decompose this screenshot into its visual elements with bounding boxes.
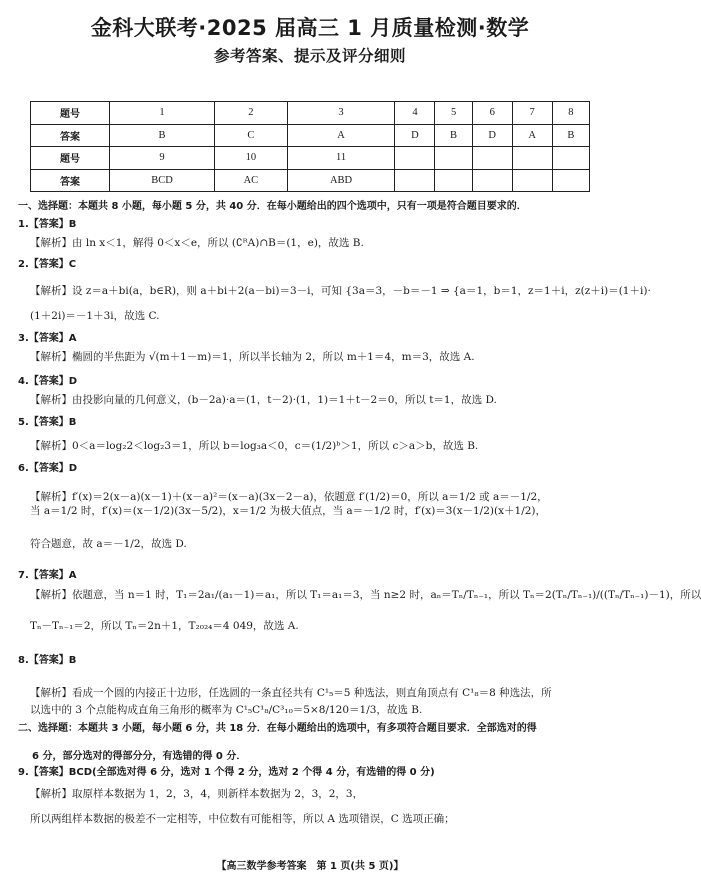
table-cell: 8 xyxy=(552,102,589,125)
answer-line: 7.【答案】A xyxy=(18,570,77,581)
row-label: 答案 xyxy=(31,124,110,147)
table-cell xyxy=(512,169,552,192)
table-cell xyxy=(552,147,589,170)
table-cell xyxy=(435,147,472,170)
answer-line: 4.【答案】D xyxy=(18,376,78,387)
explanation-line: 【解析】看成一个圆的内接正十边形，任选圆的一条直径共有 C¹₅＝5 种选法，则直角顶点有 C¹₈＝8 种选法，所 xyxy=(30,687,552,699)
explanation-line: 【解析】0＜a＝log₂2＜log₂3＝1，所以 b＝log₃a＜0，c＝(1/2)ᵇ＞1，所以 c＞a＞b，故选 B. xyxy=(30,440,479,452)
section-heading: 6 分，部分选对的得部分分，有选错的得 0 分． xyxy=(32,751,247,762)
table-cell: 7 xyxy=(512,102,552,125)
explanation-line: 【解析】依题意，当 n＝1 时，T₁＝2a₁/(a₁－1)＝a₁，所以 T₁＝a₁＝3，当 n≥2 时，aₙ＝Tₙ/Tₙ₋₁，所以 Tₙ＝2(Tₙ/Tₙ₋₁)/((Tₙ/Tₙ₋₁)－1)，所以 xyxy=(30,589,701,601)
explanation-line: 【解析】椭圆的半焦距为 √(m＋1－m)＝1，所以半长轴为 2，所以 m＋1＝4，m＝3，故选 A. xyxy=(30,351,475,363)
table-cell: B xyxy=(435,124,472,147)
table-cell xyxy=(552,169,589,192)
table-cell: ABD xyxy=(287,169,395,192)
answer-line: 2.【答案】C xyxy=(18,259,77,270)
table-row xyxy=(31,102,590,125)
row-label: 答案 xyxy=(31,169,110,192)
row-label: 题号 xyxy=(31,102,110,125)
table-cell: BCD xyxy=(110,169,215,192)
explanation-line: 以选中的 3 个点能构成直角三角形的概率为 C¹₅C¹₈/C³₁₀＝5×8/120＝1/3，故选 B. xyxy=(30,704,423,716)
section-heading: 二、选择题：本题共 3 小题，每小题 6 分，共 18 分．在每小题给出的选项中，有多项符合题目要求．全部选对的得 xyxy=(18,723,537,734)
table-cell: 1 xyxy=(110,102,215,125)
document-subtitle: 参考答案、提示及评分细则 xyxy=(213,47,406,65)
table-cell: 11 xyxy=(287,147,395,170)
explanation-line: 符合题意，故 a＝－1/2，故选 D. xyxy=(30,538,187,550)
table-cell xyxy=(435,169,472,192)
table-cell: 10 xyxy=(215,147,288,170)
table-cell: AC xyxy=(215,169,288,192)
explanation-line: 【解析】由 ln x＜1，解得 0＜x＜e，所以 (∁ᴿA)∩B＝(1，e)，故选 B. xyxy=(30,237,364,249)
table-cell: 2 xyxy=(215,102,288,125)
explanation-line: 所以两组样本数据的极差不一定相等，中位数有可能相等，所以 A 选项错误，C 选项正确； xyxy=(30,813,455,825)
explanation-line: 【解析】设 z＝a＋bi(a，b∈R)，则 a＋bi＋2(a－bi)＝3－i，可知 {3a＝3，－b＝－1 ⇒ {a＝1，b＝1，z＝1＋i，z(z＋i)＝(1＋i)· xyxy=(30,285,651,297)
answer-line: 5.【答案】B xyxy=(18,417,77,428)
table-cell xyxy=(395,147,435,170)
table-cell: 3 xyxy=(287,102,395,125)
table-cell xyxy=(395,169,435,192)
table-row xyxy=(31,147,590,170)
table-cell xyxy=(512,147,552,170)
answer-line: 1.【答案】B xyxy=(18,219,77,230)
explanation-line: 【解析】取原样本数据为 1，2，3，4，则新样本数据为 2，3，2，3， xyxy=(30,788,364,800)
answer-line: 6.【答案】D xyxy=(18,463,78,474)
answer-table xyxy=(30,101,590,192)
document-title: 金科大联考·2025 届高三 1 月质量检测·数学 xyxy=(90,16,530,40)
table-cell: D xyxy=(472,124,512,147)
answer-line: 9.【答案】BCD(全部选对得 6 分，选对 1 个得 2 分，选对 2 个得 4 分，有选错的得 0 分) xyxy=(18,767,435,778)
section-heading: 一、选择题：本题共 8 小题，每小题 5 分，共 40 分．在每小题给出的四个选项中，只有一项是符合题目要求的． xyxy=(18,201,527,212)
explanation-line: Tₙ－Tₙ₋₁＝2，所以 Tₙ＝2n＋1，T₂₀₂₄＝4 049，故选 A. xyxy=(30,620,299,632)
table-cell: C xyxy=(215,124,288,147)
table-cell: 6 xyxy=(472,102,512,125)
answer-line: 3.【答案】A xyxy=(18,333,77,344)
page-footer: 【高三数学参考答案 第 1 页(共 5 页)】 xyxy=(216,861,404,872)
table-cell: B xyxy=(110,124,215,147)
explanation-line: (1＋2i)＝－1＋3i，故选 C. xyxy=(30,310,160,322)
table-cell: 4 xyxy=(395,102,435,125)
table-cell: 5 xyxy=(435,102,472,125)
explanation-line: 当 a＝1/2 时，f′(x)＝(x－1/2)(3x－5/2)，x＝1/2 为极大值点，当 a＝－1/2 时，f′(x)＝3(x－1/2)(x＋1/2)， xyxy=(30,505,547,517)
row-label: 题号 xyxy=(31,147,110,170)
table-cell: A xyxy=(512,124,552,147)
explanation-line: 【解析】f′(x)＝2(x－a)(x－1)＋(x－a)²＝(x－a)(3x－2－a)，依题意 f′(1/2)＝0，所以 a＝1/2 或 a＝－1/2， xyxy=(30,491,548,503)
table-row xyxy=(31,124,590,147)
table-row xyxy=(31,169,590,192)
explanation-line: 【解析】由投影向量的几何意义，(b－2a)·a＝(1，t－2)·(1，1)＝1＋t－2＝0，所以 t＝1，故选 D. xyxy=(30,394,497,406)
answer-line: 8.【答案】B xyxy=(18,655,77,666)
table-cell xyxy=(472,147,512,170)
table-cell: A xyxy=(287,124,395,147)
table-cell: 9 xyxy=(110,147,215,170)
table-cell: B xyxy=(552,124,589,147)
table-cell: D xyxy=(395,124,435,147)
table-cell xyxy=(472,169,512,192)
